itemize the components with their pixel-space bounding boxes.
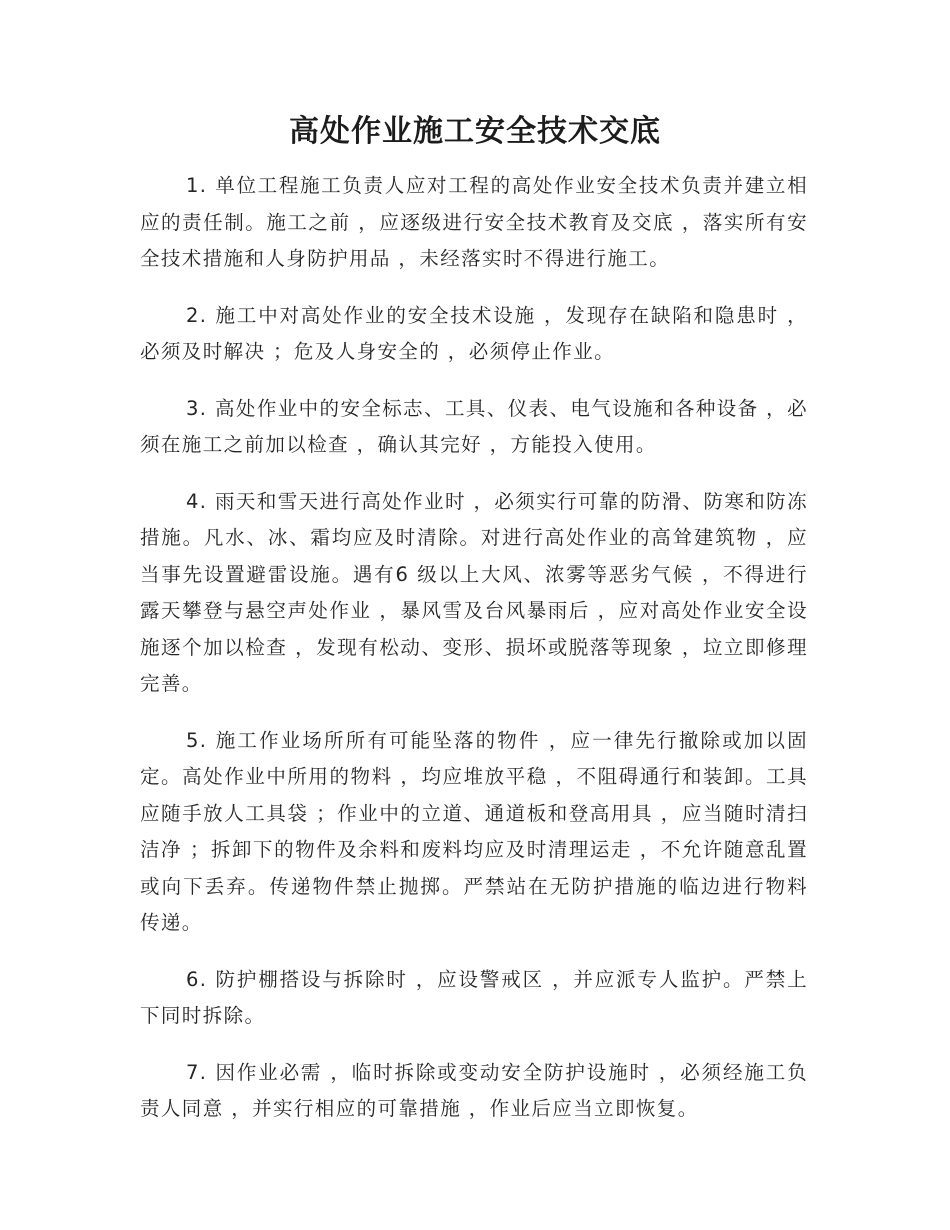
document-title: 高处作业施工安全技术交底 bbox=[289, 114, 661, 149]
paragraph-2: 2. 施工中对高处作业的安全技术设施 ，发现存在缺陷和隐患时 ，必须及时解决 ；危及人身安全的 ，必须停止作业。 bbox=[140, 303, 808, 363]
paragraph-3: 3. 高处作业中的安全标志、工具、仪表、电气设施和各种设备 ，必须在施工之前加以检查 ，确认其完好 ，方能投入使用。 bbox=[140, 396, 808, 456]
paragraph-7: 7. 因作业必需 ，临时拆除或变动安全防护设施时 ，必须经施工负责人同意 ，并实行相应的可靠措施 ，作业后应当立即恢复。 bbox=[140, 1060, 808, 1120]
paragraph-6: 6. 防护棚搭设与拆除时 ，应设警戒区 ，并应派专人监护。严禁上下同时拆除。 bbox=[140, 967, 808, 1027]
document-body bbox=[140, 168, 808, 1148]
paragraph-1: 1. 单位工程施工负责人应对工程的高处作业安全技术负责并建立相应的责任制。施工之前 ，应逐级进行安全技术教育及交底 ，落实所有安全技术措施和人身防护用品 ，未经落实时不得进行施工。 bbox=[140, 174, 808, 270]
paragraph-4: 4. 雨天和雪天进行高处作业时 ，必须实行可靠的防滑、防寒和防冻措施。凡水、冰、霜均应及时清除。对进行高处作业的高耸建筑物 ，应当事先设置避雷设施。遇有6 级以上大风、浓雾等恶劣气候 ，不得进行露天攀登与悬空声处作业 ，暴风雪及台风暴雨后 ，应对高处作业安全设施逐个加以检查 ，发现有松动、变形、损坏或脱落等现象 ，垃立即修理完善。 bbox=[140, 489, 808, 695]
paragraph-5: 5. 施工作业场所所有可能坠落的物件 ，应一律先行撤除或加以固定。高处作业中所用的物料 ，均应堆放平稳 ，不阻碍通行和装卸。工具应随手放人工具袋 ；作业中的立道、通道板和登高用具 ，应当随时清扫洁净 ；拆卸下的物件及余料和废料均应及时清理运走 ，不允许随意乱置或向下丢弃。传递物件禁止抛掷。严禁站在无防护措施的临边进行物料传递。 bbox=[140, 728, 808, 934]
